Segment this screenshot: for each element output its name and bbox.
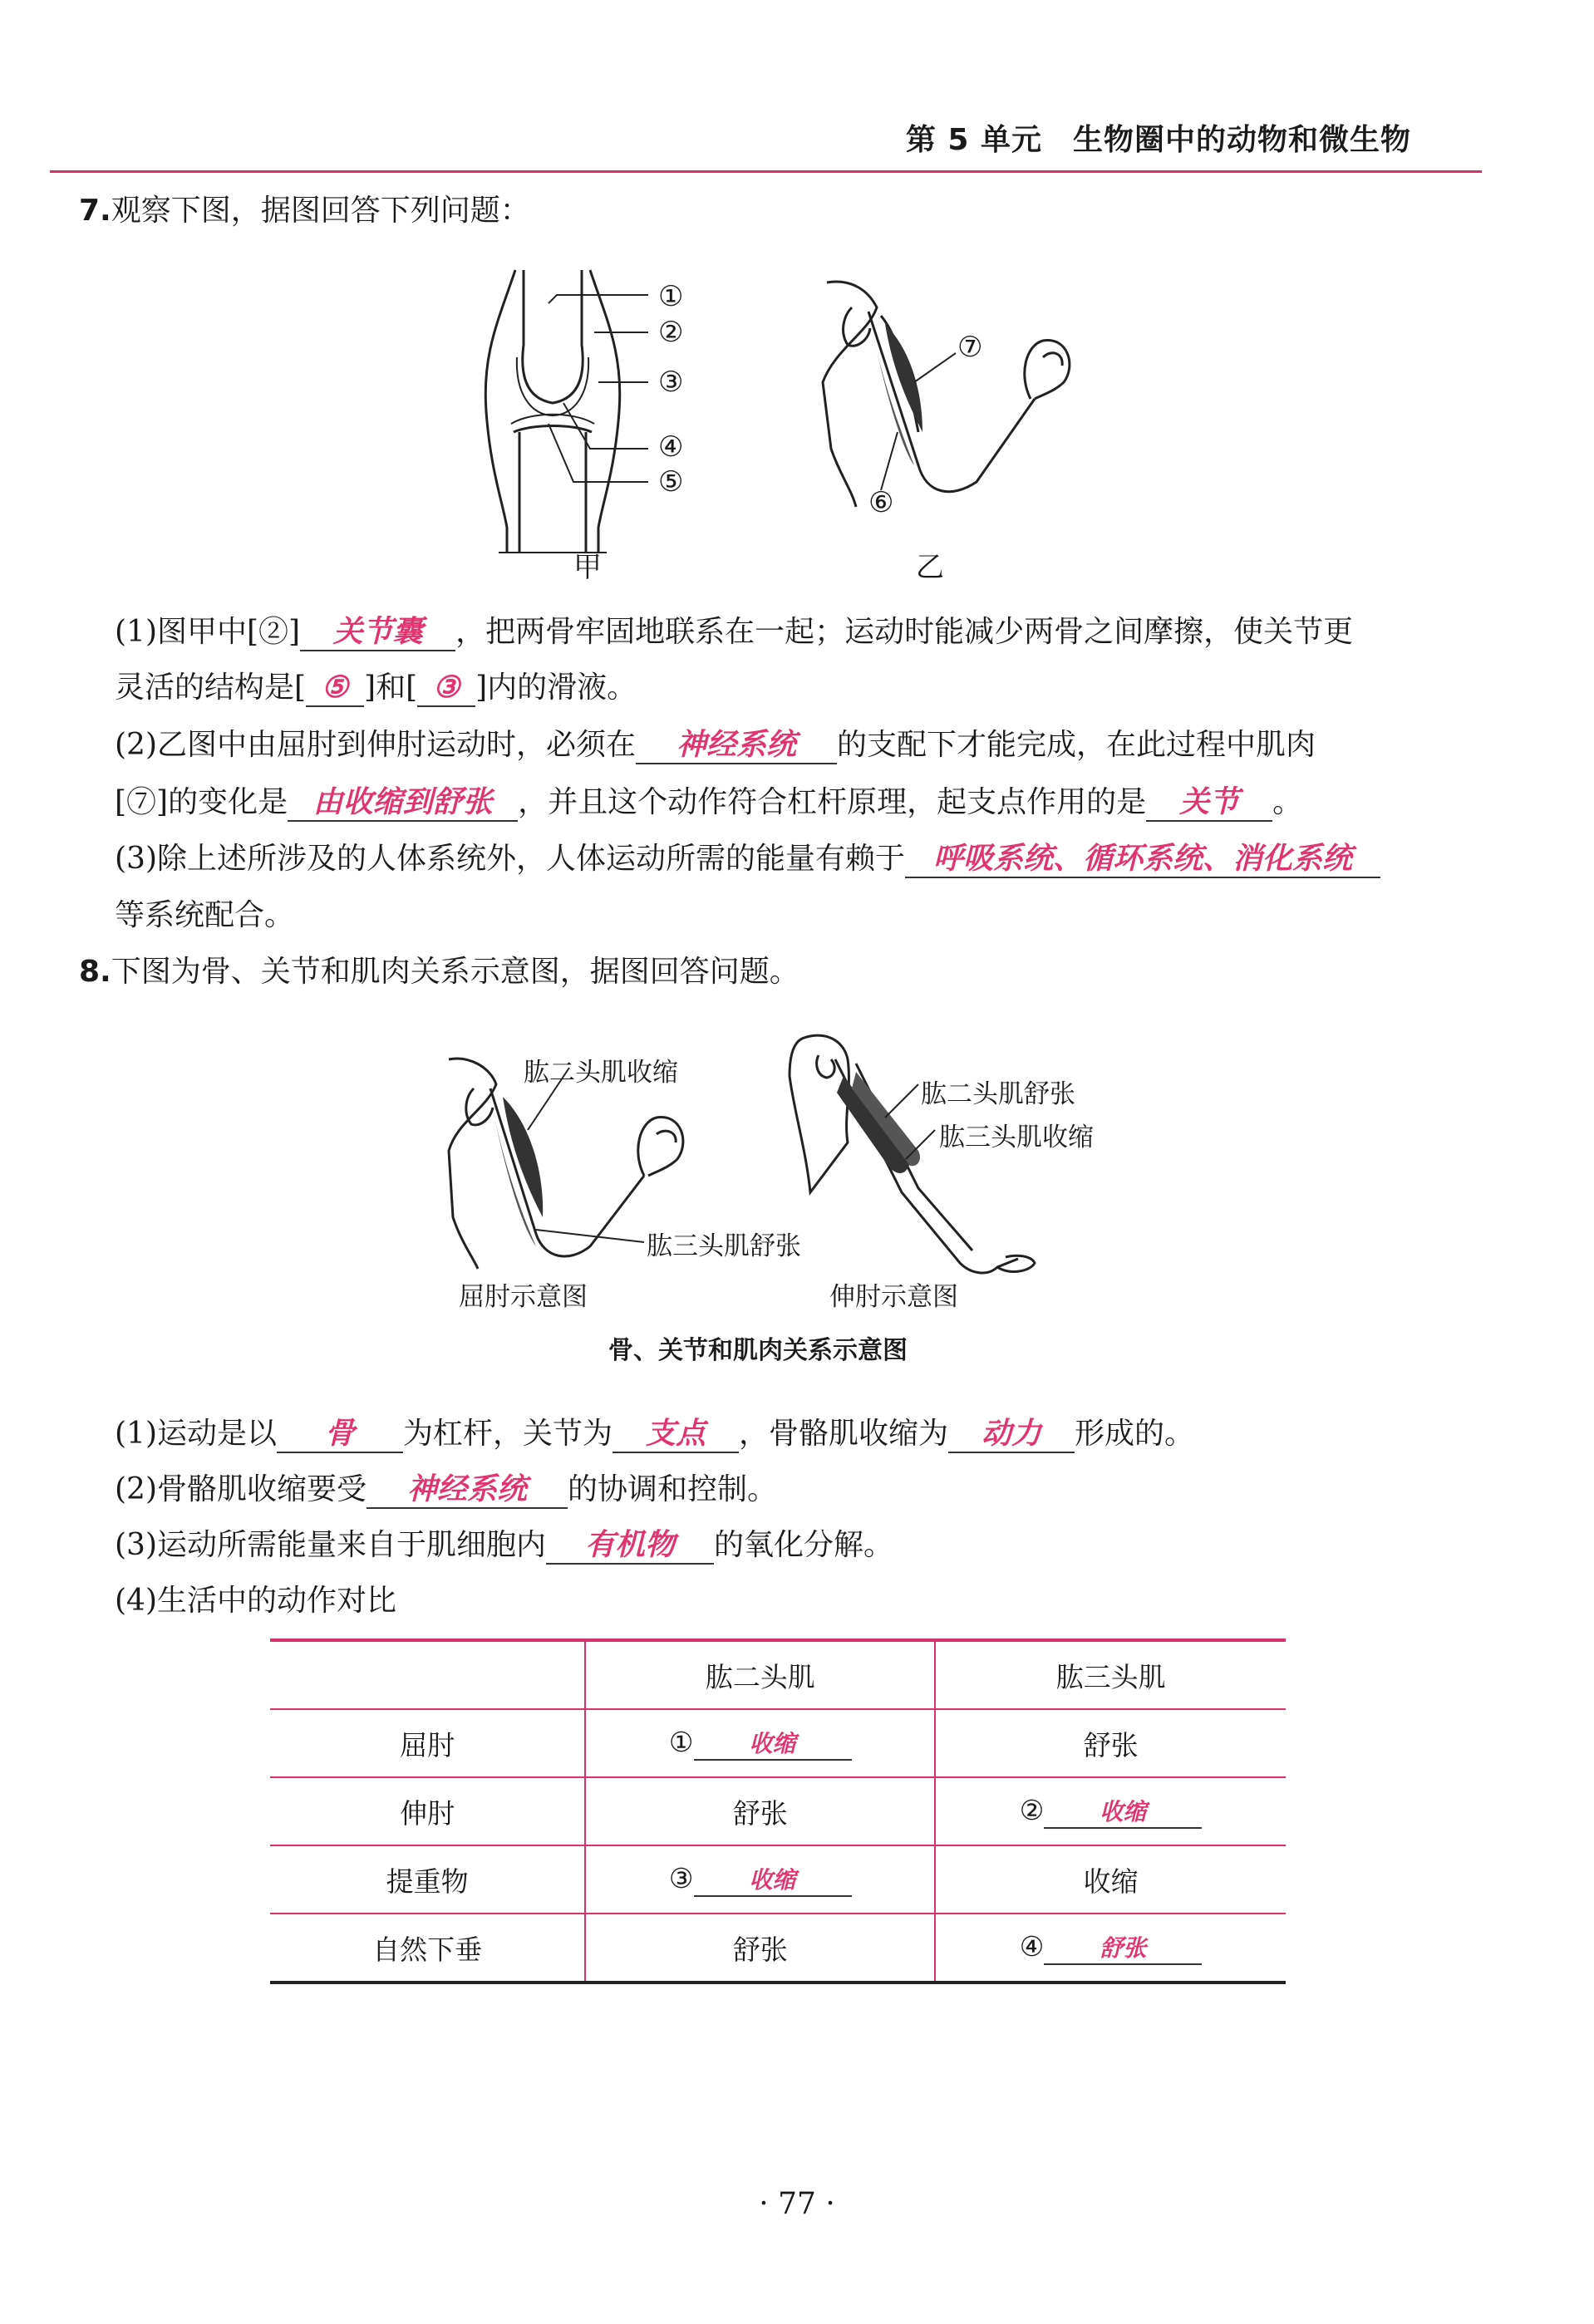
flexion-triceps-label: 肱三头肌舒张 xyxy=(647,1231,801,1261)
yi-label-6: ⑥ xyxy=(868,486,894,519)
q8-prompt: 下图为骨、关节和肌肉关系示意图，据图回答问题。 xyxy=(111,955,799,989)
q7-s2-line2: [⑦]的变化是 由收缩到舒张 ，并且这个动作符合杠杆原理，起支点作用的是 关节 。 xyxy=(115,781,1302,824)
jia-label-3: ③ xyxy=(658,366,684,399)
page-number: · 77 · xyxy=(759,2187,835,2221)
q7-prompt: 观察下图，据图回答下列问题： xyxy=(111,194,530,228)
figure-caption: 骨、关节和肌肉关系示意图 xyxy=(608,1336,908,1365)
answer-blank: 关节 xyxy=(1146,784,1272,822)
answer-blank: ⑤ xyxy=(306,669,364,707)
q7-s1-line1: (1)图甲中[②] 关节囊 ，把两骨牢固地联系在一起；运动时能减少两骨之间摩擦，使关节更 xyxy=(115,611,1353,654)
extension-diagram xyxy=(785,1026,1068,1284)
answer-blank: 收缩 xyxy=(694,1865,852,1897)
table-row: 屈肘 ① 收缩 舒张 xyxy=(270,1709,1286,1777)
table-header-cell: 肱二头肌 xyxy=(585,1640,935,1709)
table-row: 提重物 ③ 收缩 收缩 xyxy=(270,1845,1286,1914)
table-row: 伸肘 舒张 ② 收缩 xyxy=(270,1777,1286,1845)
answer-blank: 有机物 xyxy=(546,1526,714,1565)
header-divider xyxy=(50,170,1482,173)
q7-prompt-line xyxy=(79,189,530,233)
answer-blank: 收缩 xyxy=(694,1729,852,1761)
extension-triceps-label: 肱三头肌收缩 xyxy=(939,1123,1094,1152)
q8-s4-line: (4)生活中的动作对比 xyxy=(115,1584,396,1618)
extension-biceps-label: 肱二头肌舒张 xyxy=(921,1079,1075,1109)
answer-blank: 关节囊 xyxy=(300,613,455,651)
q8-s1-line: (1)运动是以 骨 为杠杆，关节为 支点 ，骨骼肌收缩为 动力 形成的。 xyxy=(115,1413,1194,1456)
q8-s3-line: (3)运动所需能量来自于肌细胞内 有机物 的氧化分解。 xyxy=(115,1524,893,1567)
q8-s2-line: (2)骨骼肌收缩要受 神经系统 的协调和控制。 xyxy=(115,1468,777,1511)
q7-s3-line1: (3)除上述所涉及的人体系统外，人体运动所需的能量有赖于 呼吸系统、循环系统、消化系统 xyxy=(115,838,1380,881)
q7-s2-line1: (2)乙图中由屈肘到伸肘运动时，必须在 神经系统 的支配下才能完成，在此过程中肌肉 xyxy=(115,724,1316,767)
extension-caption: 伸肘示意图 xyxy=(829,1282,958,1312)
answer-blank: 神经系统 xyxy=(636,726,837,764)
table-row: 自然下垂 舒张 ④ 舒张 xyxy=(270,1914,1286,1983)
answer-blank: 舒张 xyxy=(1044,1933,1202,1965)
answer-blank: 由收缩到舒张 xyxy=(288,784,518,822)
unit-title: 第 5 单元 生物圈中的动物和微生物 xyxy=(905,123,1411,157)
answer-blank: ③ xyxy=(417,669,475,707)
jia-caption: 甲 xyxy=(573,551,602,584)
answer-blank: 呼吸系统、循环系统、消化系统 xyxy=(905,840,1380,878)
q8-number: 8. xyxy=(79,955,111,989)
flexion-biceps-label: 肱二头肌收缩 xyxy=(524,1058,678,1088)
table-header-cell xyxy=(270,1640,585,1709)
table-header-row xyxy=(270,1640,1286,1709)
answer-blank: 神经系统 xyxy=(367,1471,568,1509)
jia-label-5: ⑤ xyxy=(658,465,684,499)
jia-label-4: ④ xyxy=(658,430,684,464)
table-header-cell: 肱三头肌 xyxy=(935,1640,1286,1709)
flexion-caption: 屈肘示意图 xyxy=(459,1282,588,1312)
q8-prompt-line xyxy=(79,951,799,994)
jia-label-2: ② xyxy=(658,316,684,349)
muscle-comparison-table xyxy=(270,1639,1286,1984)
q7-number: 7. xyxy=(79,194,111,228)
jia-label-1: ① xyxy=(658,280,684,313)
yi-label-7: ⑦ xyxy=(957,331,983,364)
answer-blank: 收缩 xyxy=(1044,1797,1202,1829)
answer-blank: 支点 xyxy=(613,1415,739,1453)
q7-s1-line2: 灵活的结构是[ ⑤ ]和[ ③ ]内的滑液。 xyxy=(115,666,637,710)
answer-blank: 骨 xyxy=(277,1415,403,1453)
q7-s3-line2: 等系统配合。 xyxy=(115,898,295,932)
arm-diagram-yi xyxy=(819,266,1085,532)
yi-caption: 乙 xyxy=(916,551,944,584)
answer-blank: 动力 xyxy=(948,1415,1075,1453)
